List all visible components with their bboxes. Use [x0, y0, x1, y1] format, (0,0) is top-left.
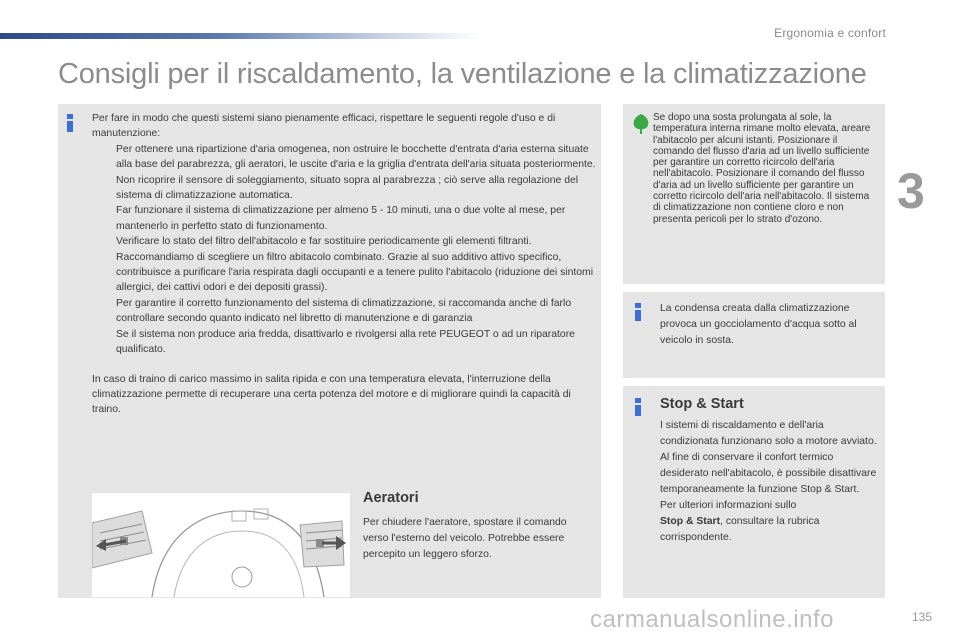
info-icon	[635, 303, 641, 321]
list-item: Per ottenere una ripartizione d'aria omogenea, non ostruire le bocchette d'entrata d'aria esterna situate alla base del parabrezza, gli aeratori, le uscite d'aria e la griglia d'entrata dell'aria situata posteriormente.	[116, 143, 596, 171]
stop-start-ref: Stop & Start	[660, 516, 721, 527]
info-icon	[635, 398, 641, 416]
list-item: Se il sistema non produce aria fredda, disattivarlo e rivolgersi alla rete PEUGEOT o ad un riparatore qualificato.	[116, 328, 575, 356]
main-text	[92, 111, 597, 418]
list-item: Non ricoprire il sensore di soleggiamento, situato sopra al parabrezza ; ciò serve alla regolazione del sistema di climatizzazione automatica.	[116, 174, 579, 202]
stop-start-text-2: Al fine di conservare il confort termico desiderato nell'abitacolo, è possibile disattivare temporaneamente la funzione Stop & Start.	[660, 452, 877, 495]
list-item: Per garantire il corretto funzionamento del sistema di climatizzazione, si raccomanda anche di farlo controllare secondo quanto indicato nel libretto di manutenzione e di garanzia	[116, 297, 572, 325]
main-intro: Per fare in modo che questi sistemi siano pienamente efficaci, rispettare le seguenti regole d'uso e di manutenzione:	[92, 113, 556, 140]
list-item: Verificare lo stato del filtro dell'abitacolo e far sostituire periodicamente gli elementi filtranti. Raccomandiamo di scegliere un filtro abitacolo combinato. Grazie al suo additivo attivo specifico, contribuisce a purificare l'aria respirata dagli occupanti e a tenere pulito l'abitacolo (riduzione dei sintomi allergici, dei cattivi odori e dei depositi grassi).	[116, 236, 594, 294]
condensa-text: La condensa creata dalla climatizzazione provoca un gocciolamento d'acqua sotto al veicolo in sosta.	[660, 303, 857, 346]
vent-illustration	[92, 493, 350, 597]
section-label: Ergonomia e confort	[774, 26, 886, 40]
tips-list	[92, 142, 597, 358]
aeratori-text: Per chiudere l'aeratore, spostare il comando verso l'esterno del veicolo. Potrebbe essere percepito un leggero sforzo.	[363, 517, 567, 560]
towing-note: In caso di traino di carico massimo in salita ripida e con una temperatura elevata, l'interruzione della climatizzazione permette di recuperare una certa potenza del motore e di migliorare quindi la capacità di traino.	[92, 373, 571, 416]
eco-tip-text: Se dopo una sosta prolungata al sole, la temperatura interna rimane molto elevata, areare l'abitacolo per alcuni istanti. Posizionare il comando del flusso d'aria ad un livello sufficiente per garantire un corretto ricircolo dell'aria nell'abitacolo. Posizionare il comando del flusso d'aria ad un livello sufficiente per garantire un corretto ricircolo dell'aria nell'abitacolo. Il sistema di climatizzazione non contiene cloro e non presenta pericoli per lo strato d'ozono.	[653, 112, 871, 225]
filter-note: Raccomandiamo di scegliere un filtro abitacolo combinato. Grazie al suo additivo attivo specifico, contribuisce a purificare l'aria respirata dagli occupanti e a tenere pulito l'abitacolo (riduzione dei sintomi allergici, dei cattivi odori e dei depositi grassi).	[116, 251, 594, 294]
aeratori-title: Aeratori	[363, 490, 419, 506]
watermark: carmanualsonline.info	[590, 606, 834, 633]
page-title: Consigli per il riscaldamento, la ventilazione e la climatizzazione	[58, 58, 867, 90]
stop-start-text	[660, 418, 880, 546]
chapter-number: 3	[897, 163, 925, 219]
list-item: Far funzionare il sistema di climatizzazione per almeno 5 - 10 minuti, una o due volte al mese, per mantenerlo in perfetto stato di funzionamento.	[116, 205, 566, 232]
eco-leaf-icon	[632, 113, 650, 135]
stop-start-title: Stop & Start	[660, 396, 744, 412]
stop-start-text-1: I sistemi di riscaldamento e dell'aria condizionata funzionano solo a motore avviato.	[660, 420, 877, 447]
page-number: 135	[911, 610, 932, 624]
stop-start-text-3: Per ulteriori informazioni sullo Stop & Start, consultare la rubrica corrispondente.	[660, 500, 820, 543]
header-accent-bar	[0, 33, 480, 39]
info-icon	[67, 114, 73, 132]
